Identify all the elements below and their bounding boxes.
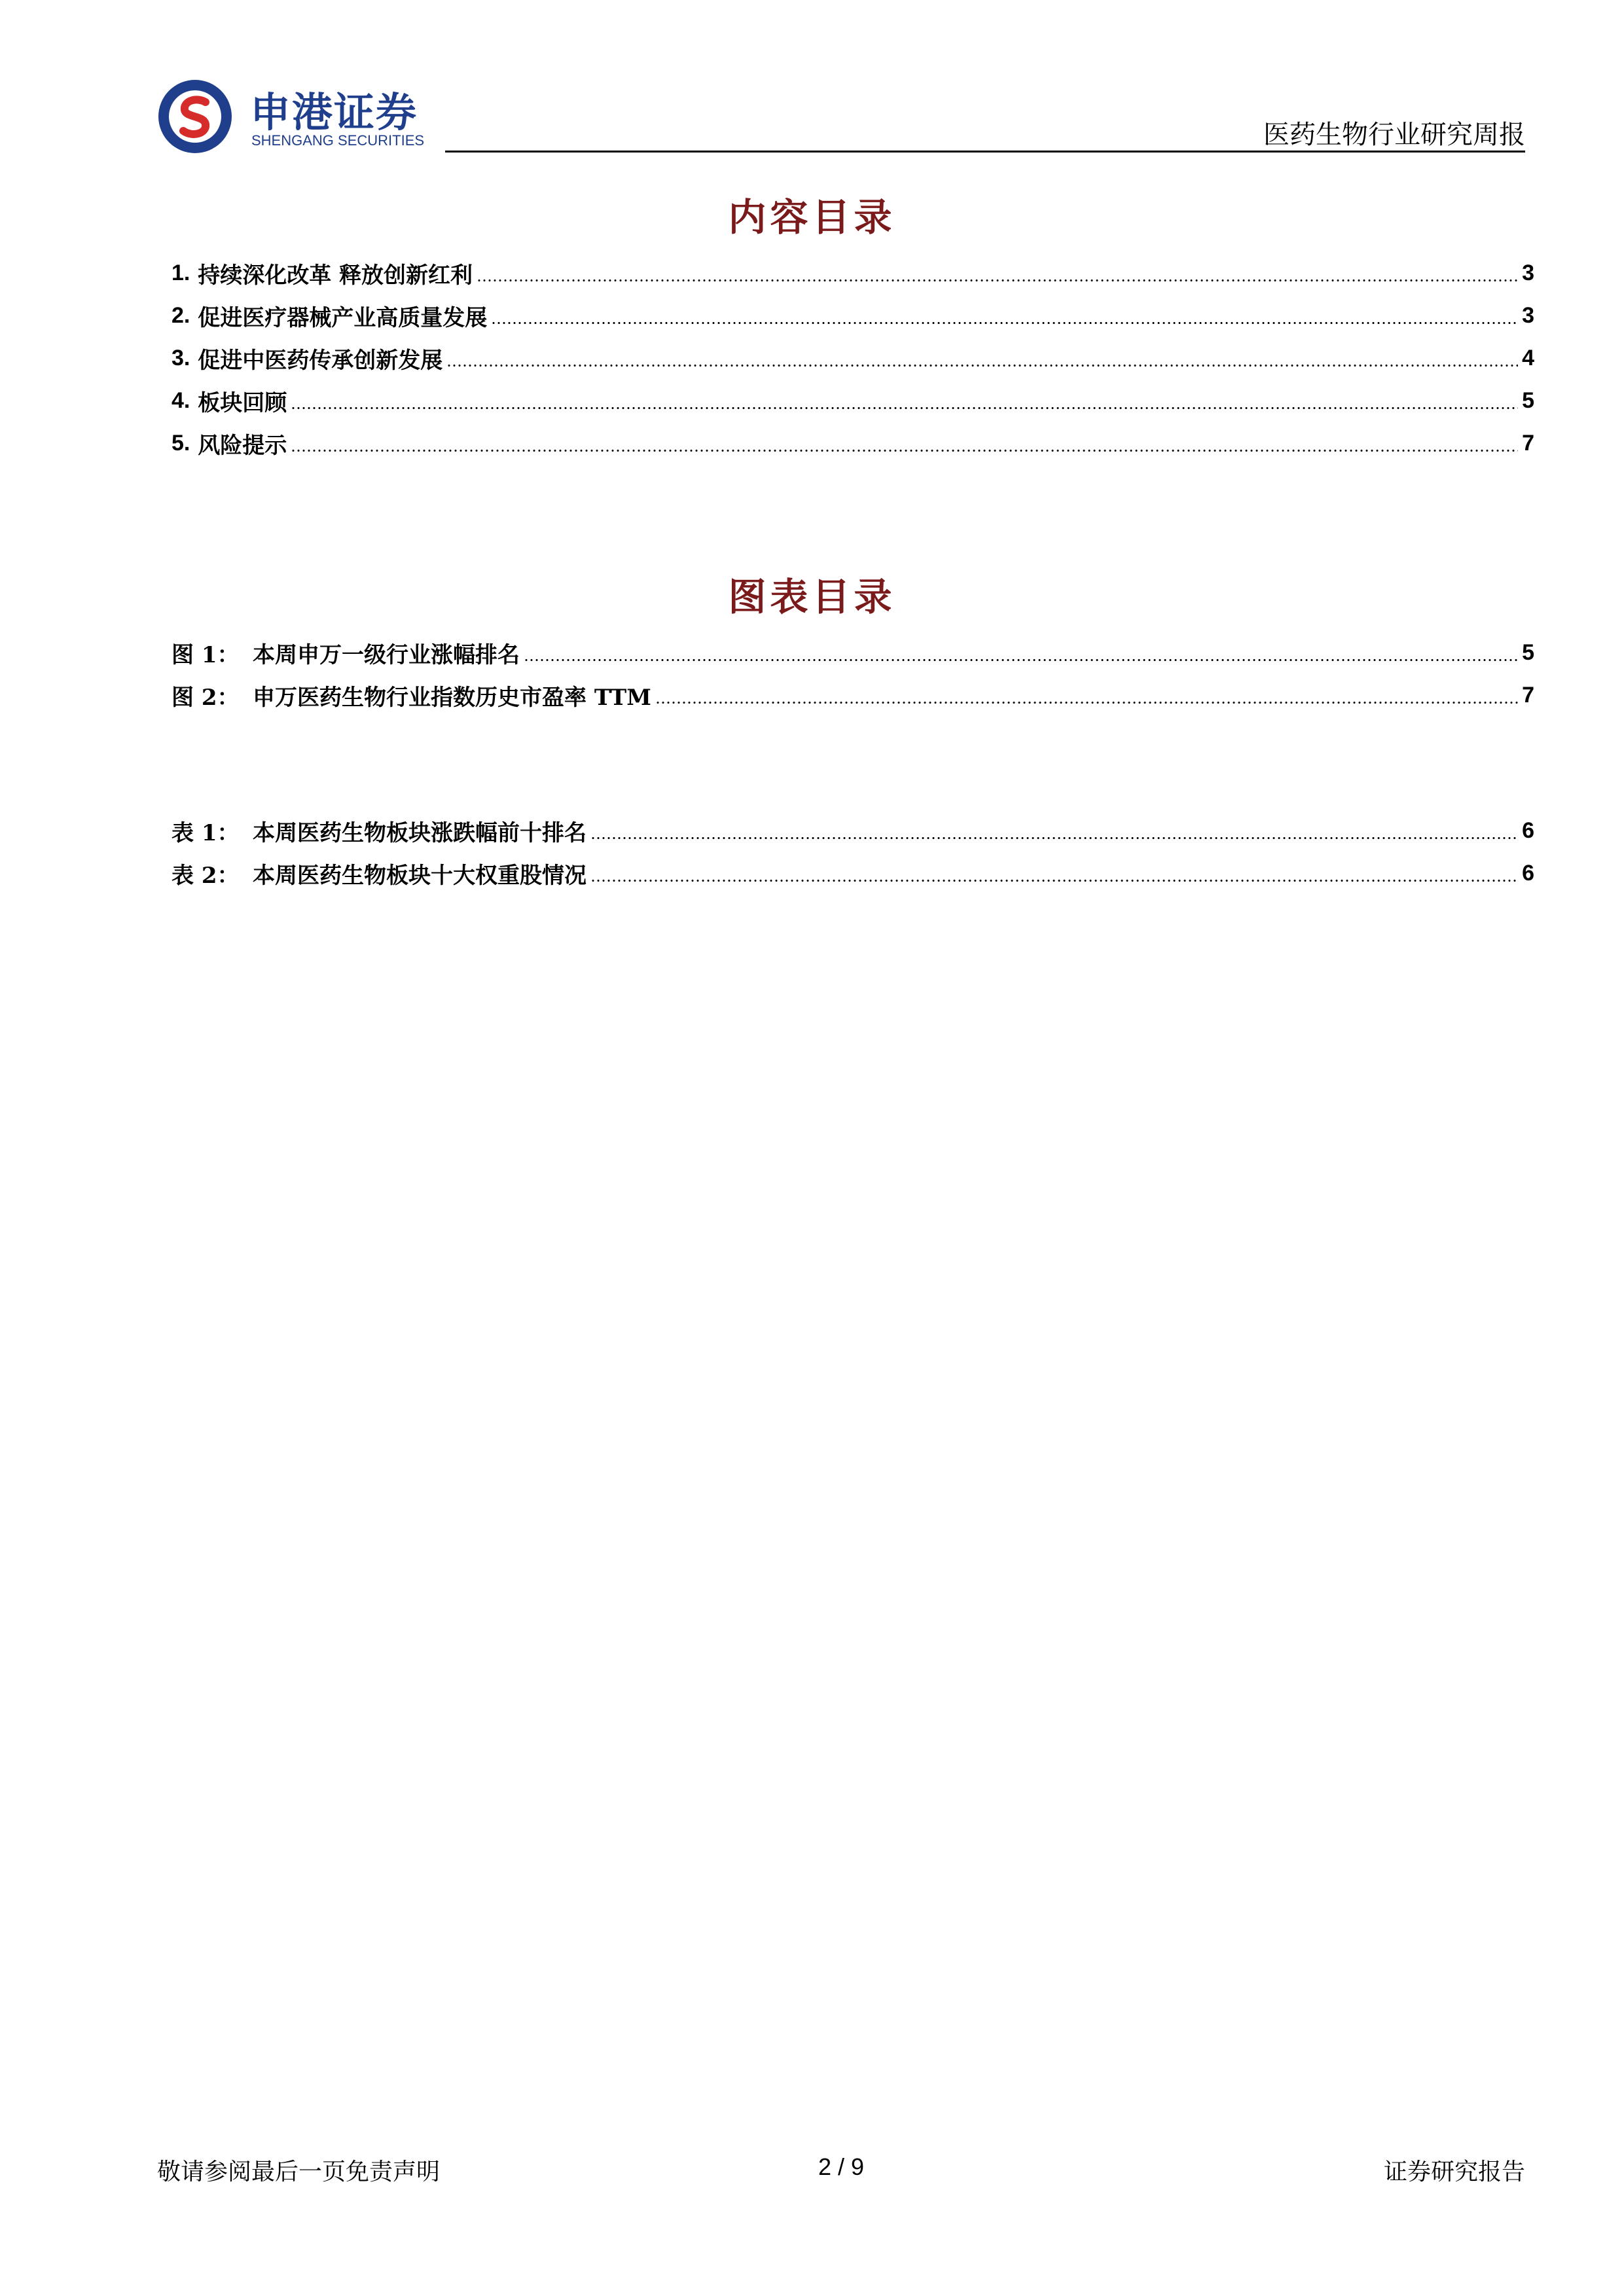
company-logo <box>157 77 471 156</box>
toc-entry[interactable] <box>171 380 1534 422</box>
figure-entry-page: 7 <box>1522 683 1534 708</box>
table-entry[interactable] <box>171 852 1534 895</box>
toc-entry-number: 3. <box>171 346 190 370</box>
shengang-logo-icon <box>157 79 233 154</box>
table-entry[interactable] <box>171 810 1534 852</box>
figure-entry-number: 图 1： <box>171 642 240 668</box>
toc-entry-number: 5. <box>171 431 190 456</box>
toc-entry-number: 1. <box>171 260 190 285</box>
page-footer <box>157 2153 1525 2193</box>
toc-entry-label: 促进医疗器械产业高质量发展 <box>198 305 488 331</box>
figure-entry-page: 5 <box>1522 640 1534 665</box>
toc-entry[interactable] <box>171 337 1534 380</box>
toc-entry[interactable] <box>171 252 1534 295</box>
toc-dot-leader <box>590 880 1518 882</box>
toc-entry-page: 3 <box>1522 260 1534 285</box>
figure-entry[interactable] <box>171 632 1534 674</box>
toc-dot-leader <box>291 450 1518 452</box>
page-number: 2 / 9 <box>818 2153 865 2180</box>
report-type-title: 医药生物行业研究周报 <box>1263 120 1525 150</box>
toc-entry-page: 3 <box>1522 303 1534 328</box>
figures-title: 图表目录 <box>728 575 896 619</box>
page-header <box>157 77 1525 156</box>
toc-entry-label: 板块回顾 <box>198 390 287 416</box>
toc-entry-number: 2. <box>171 303 190 328</box>
toc-entry-page: 5 <box>1522 388 1534 413</box>
toc-dot-leader <box>524 659 1518 661</box>
figure-entry-number: 图 2： <box>171 685 240 711</box>
figure-entry-label: 本周申万一级行业涨幅排名 <box>253 642 520 668</box>
table-entry-page: 6 <box>1522 861 1534 886</box>
toc-entry-number: 4. <box>171 388 190 413</box>
table-entry-page: 6 <box>1522 818 1534 843</box>
figure-list <box>171 632 1534 717</box>
logo-english-name: SHENGANG SECURITIES <box>251 132 425 149</box>
toc-dot-leader <box>655 702 1518 704</box>
toc-entry-label: 持续深化改革 释放创新红利 <box>198 262 473 289</box>
footer-report-label: 证券研究报告 <box>1383 2159 1525 2185</box>
table-entry-number: 表 1： <box>171 820 240 846</box>
toc-entry-page: 7 <box>1522 431 1534 456</box>
toc-entry[interactable] <box>171 295 1534 337</box>
figure-entry-label: 申万医药生物行业指数历史市盈率 TTM <box>253 685 651 711</box>
toc-dot-leader <box>590 837 1518 839</box>
toc-dot-leader <box>291 407 1518 409</box>
contents-title: 内容目录 <box>728 195 896 240</box>
table-entry-label: 本周医药生物板块涨跌幅前十排名 <box>253 820 586 846</box>
toc-dot-leader <box>446 365 1518 367</box>
table-list <box>171 810 1534 895</box>
figure-entry[interactable] <box>171 674 1534 717</box>
logo-chinese-name: 申港证券 <box>250 88 418 136</box>
table-entry-label: 本周医药生物板块十大权重股情况 <box>253 863 586 889</box>
header-divider <box>445 151 1525 152</box>
toc-dot-leader <box>477 279 1518 281</box>
table-entry-number: 表 2： <box>171 863 240 889</box>
contents-list <box>171 252 1534 465</box>
toc-dot-leader <box>491 322 1518 324</box>
toc-entry-label: 风险提示 <box>198 433 287 459</box>
toc-entry-label: 促进中医药传承创新发展 <box>198 348 443 374</box>
footer-disclaimer: 敬请参阅最后一页免责声明 <box>157 2159 441 2185</box>
toc-entry[interactable] <box>171 422 1534 465</box>
toc-entry-page: 4 <box>1522 346 1534 370</box>
